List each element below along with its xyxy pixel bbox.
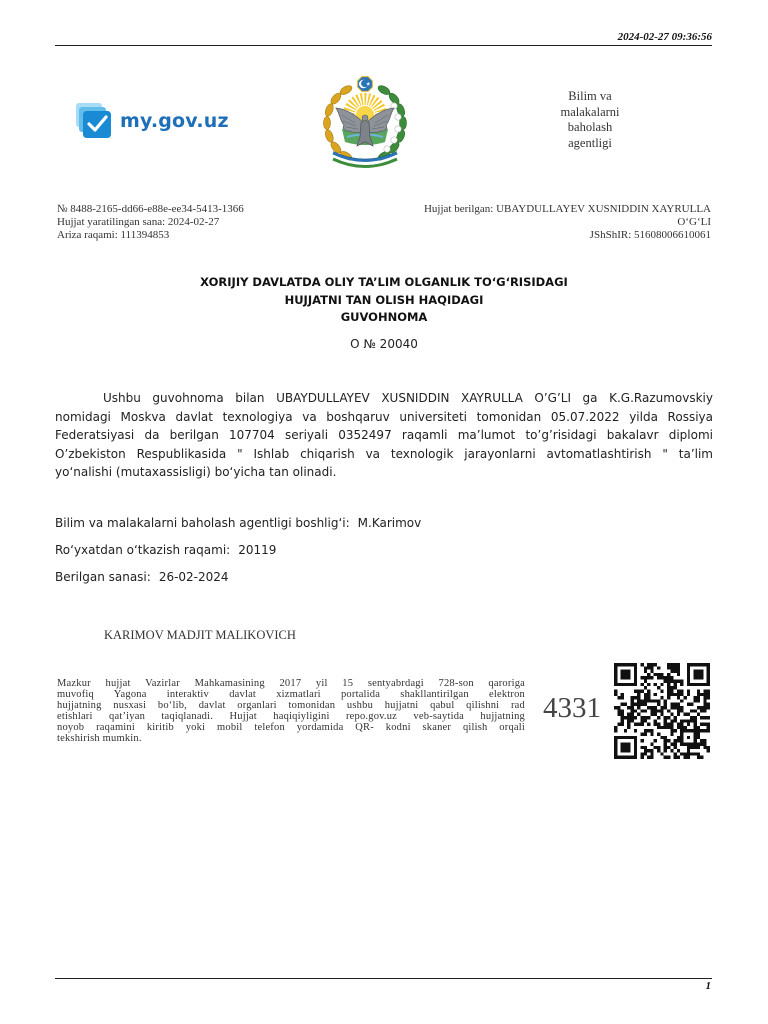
title-line: GUVOHNOMA — [340, 310, 428, 324]
field-value: 26-02-2024 — [158, 570, 229, 584]
document-meta — [57, 203, 244, 242]
creation-date: Hujjat yaratilingan sana: 2024-02-27 — [57, 216, 220, 228]
notice-line: etishlari qat’iyan taqiqlanadi. Hujjat haqiqiyligini repo.gov.uz veb-saytida hujjatning — [57, 711, 525, 722]
notice-line: tekshirish mumkin. — [57, 733, 142, 744]
page-number: 1 — [705, 980, 711, 992]
personal-id: JShShIR: 51608006610061 — [589, 229, 711, 241]
notice-line: muvofiq Yagona interaktiv davlat xizmatlari portalida shakllantirilgan elektron — [57, 689, 525, 700]
body-line: yo‘nalishi (mutaxassisligi) bo‘yicha tan olinadi. — [55, 465, 337, 479]
print-timestamp: 2024-02-27 09:36:56 — [617, 31, 712, 43]
field-registration-number — [55, 543, 276, 557]
recipient-meta — [351, 203, 711, 242]
body-line: O’zbekiston Respublikasida " Ishlab chiqarish va texnologik jarayonlarni avtomatlashtirish " ta’lim — [55, 446, 713, 461]
legal-notice — [57, 678, 525, 744]
field-agency-head — [55, 516, 421, 530]
body-line: Federatsiyasi da berilgan 107704 seriyali 0352497 raqamli ma’lumot to’g’risidagi bakalavr diplomi — [55, 428, 713, 442]
field-label: Ro‘yxatdan o‘tkazish raqami: — [55, 543, 231, 557]
field-label: Bilim va malakalarni baholash agentligi boshlig‘i: — [55, 516, 350, 530]
agency-name — [535, 89, 645, 151]
notice-line: Mazkur hujjat Vazirlar Mahkamasining 2017 yil 15 sentyabrdagi 728-son qaroriga — [57, 678, 525, 689]
body-line: Ushbu guvohnoma bilan UBAYDULLAYEV XUSNIDDIN XAYRULLA O’G’LI ga K.G.Razumovskiy — [103, 391, 713, 405]
document-title — [0, 274, 768, 327]
field-label: Berilgan sanasi: — [55, 570, 151, 584]
field-value: 20119 — [238, 543, 277, 557]
title-line: XORIJIY DAVLATDA OLIY TA’LIM OLGANLIK TO‘G‘RISIDAGI — [200, 275, 568, 289]
notice-line: noyob raqamini kiritib yoki mobil telefon yordamida QR- kodni skaner qilish orqali — [57, 722, 525, 733]
body-line: nomidagi Moskva davlat texnologiya va boshqaruv universiteti tomonidan 05.07.2022 yilda Rossiya — [55, 409, 713, 424]
notice-line: hujjatning nusxasi bo‘lib, davlat organlari tomonidan ushbu hujjatni qabul qilishni rad — [57, 700, 525, 711]
signer-name: KARIMOV MADJIT MALIKOVICH — [104, 628, 296, 642]
agency-line: agentligi — [568, 135, 612, 150]
certificate-number: O № 20040 — [350, 337, 418, 351]
qr-code-icon — [614, 663, 710, 759]
mygov-logo — [76, 103, 229, 139]
top-divider — [55, 45, 712, 46]
field-issue-date — [55, 570, 229, 584]
application-number: Ariza raqami: 111394853 — [57, 229, 170, 241]
agency-line: malakalarni — [560, 104, 620, 119]
issued-to: Hujjat berilgan: UBAYDULLAYEV XUSNIDDIN XAYRULLA — [423, 203, 711, 215]
verification-code: 4331 — [543, 692, 601, 724]
certificate-body — [55, 389, 713, 482]
check-document-icon — [76, 103, 112, 139]
bottom-divider — [55, 978, 712, 979]
title-line: HUJJATNI TAN OLISH HAQIDAGI — [284, 292, 484, 307]
agency-line: baholash — [567, 120, 613, 134]
issued-to-continued: O‘G‘LI — [677, 216, 711, 228]
document-number: № 8488-2165-dd66-e88e-ee34-5413-1366 — [57, 203, 244, 215]
logo-text: my.gov.uz — [120, 110, 229, 132]
state-emblem-icon — [315, 71, 415, 171]
field-value: M.Karimov — [357, 516, 422, 530]
agency-line: Bilim va — [568, 89, 612, 103]
